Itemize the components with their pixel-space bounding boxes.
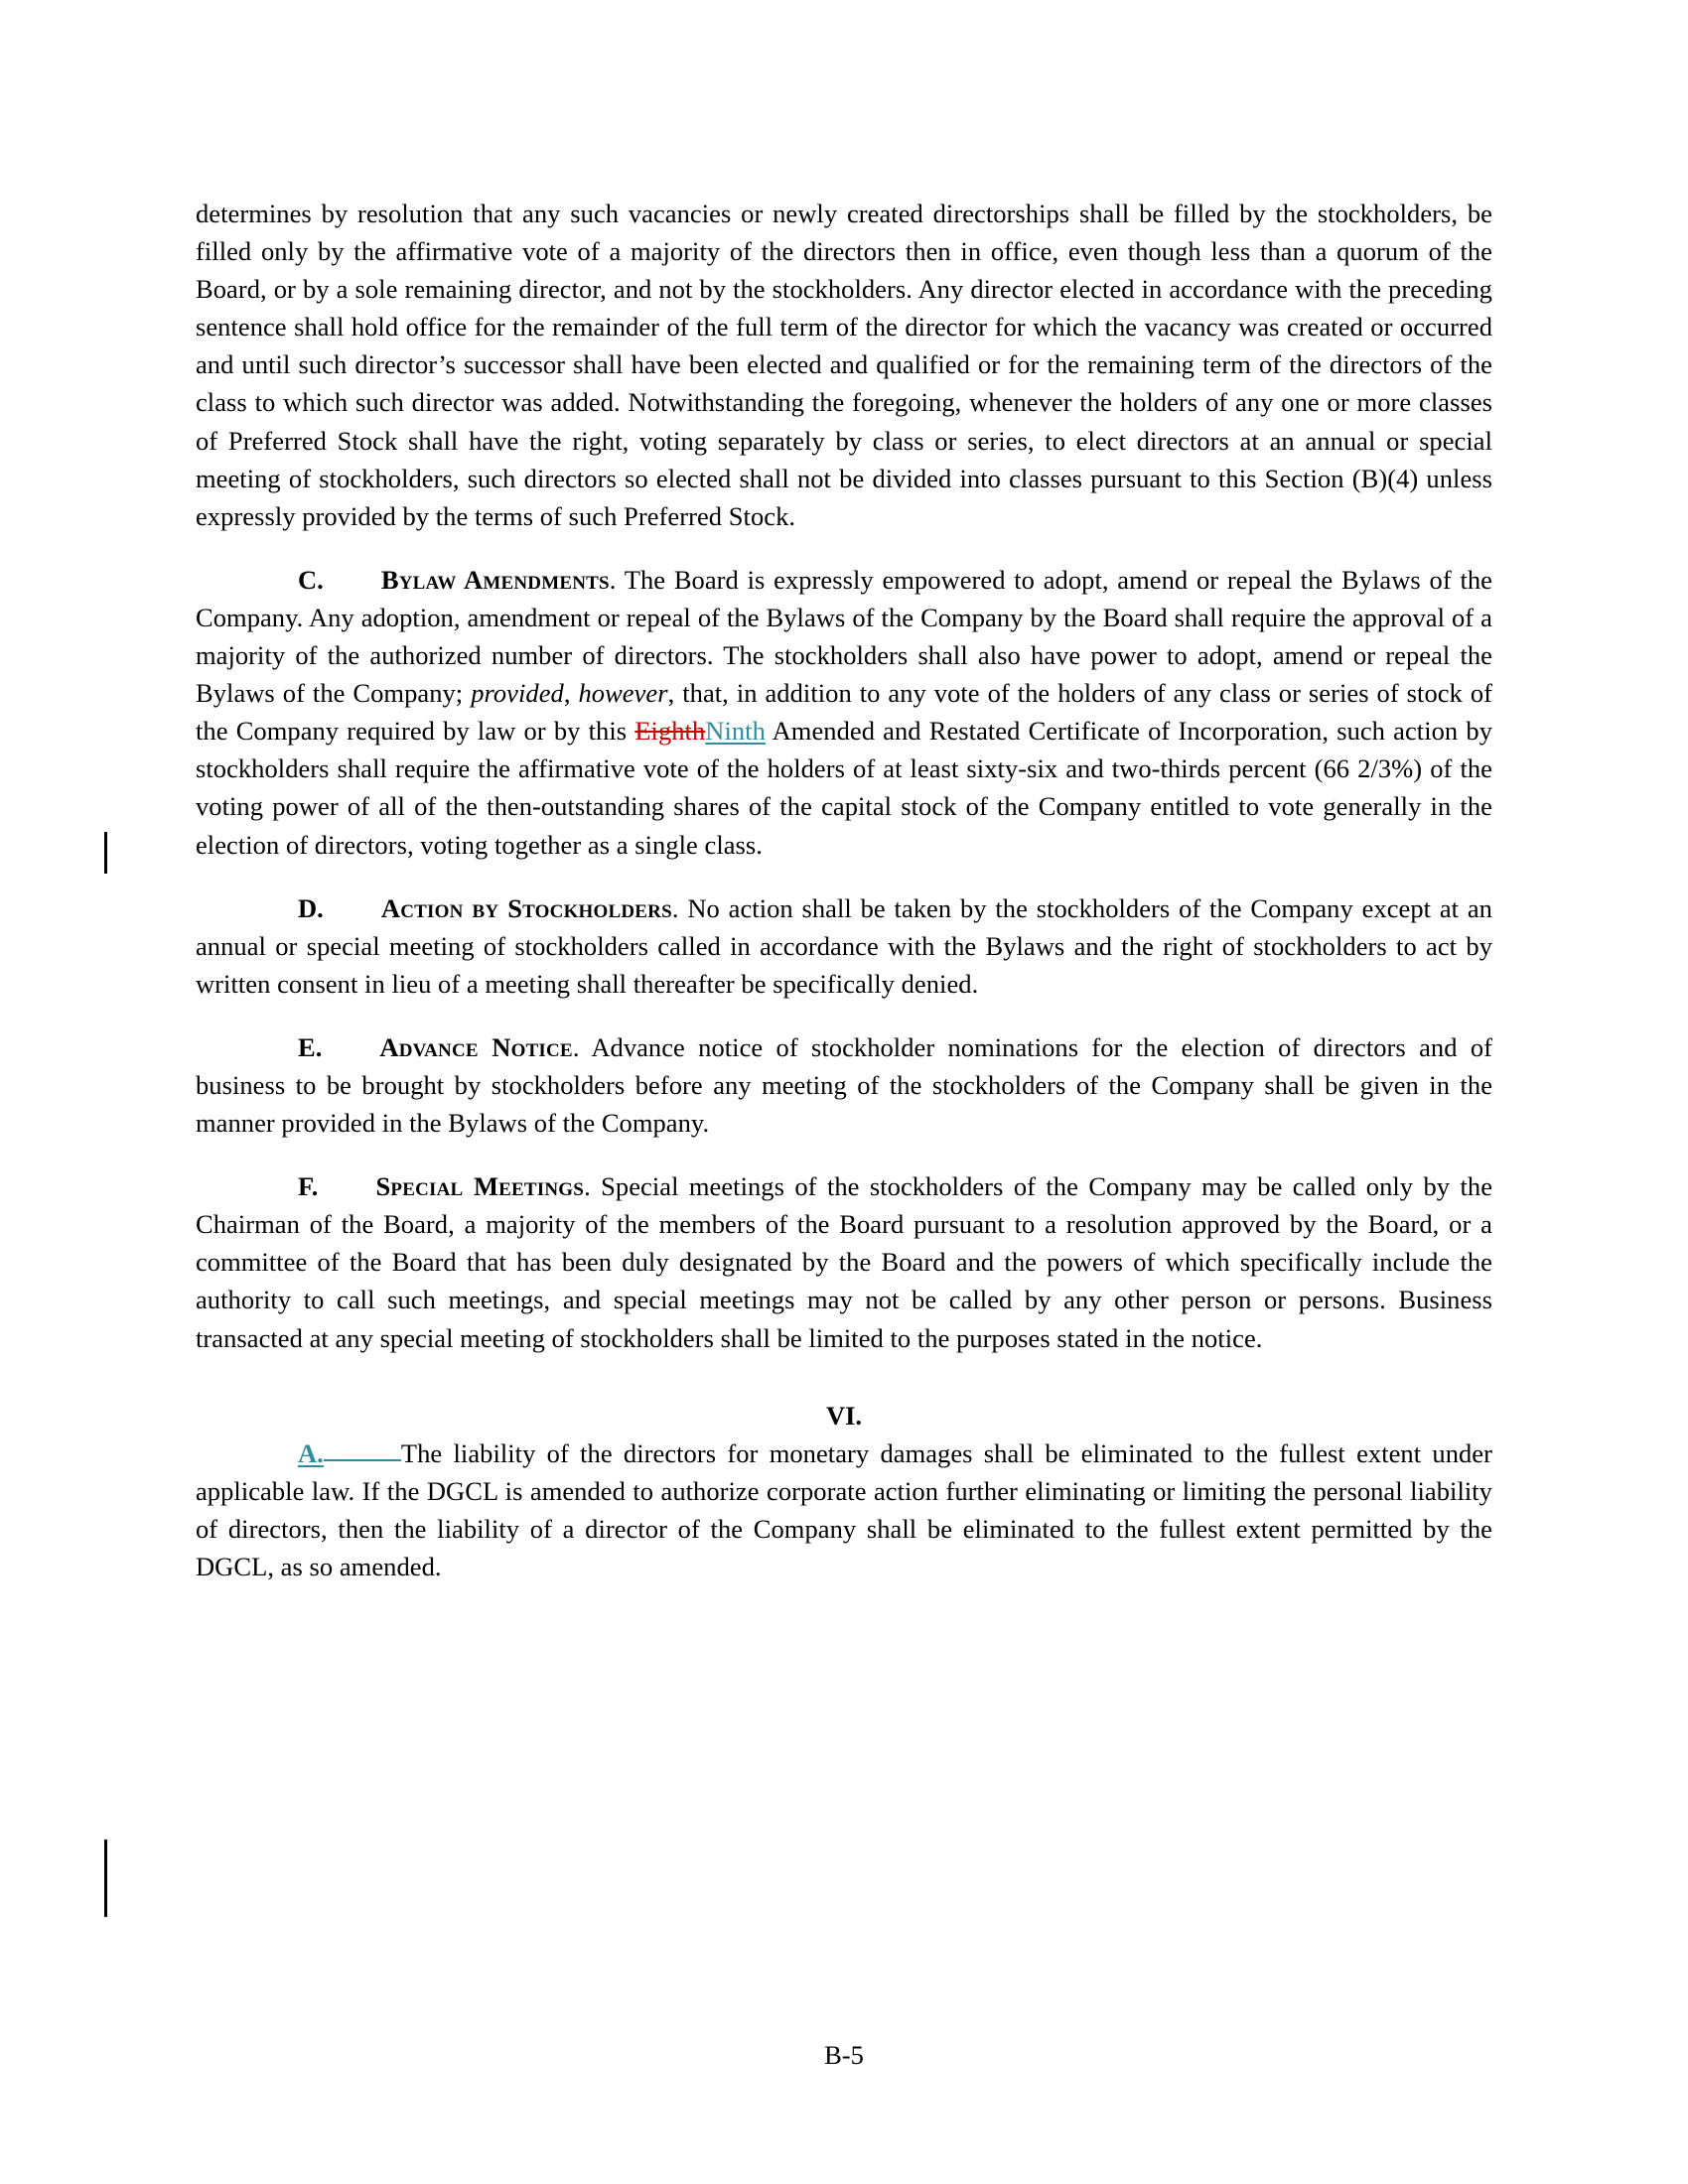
section-heading: Bylaw Amendments <box>380 564 610 595</box>
section-d <box>196 889 1492 1003</box>
section-letter: D. <box>298 892 324 923</box>
section-c <box>196 561 1492 864</box>
paragraph-continued <box>196 195 1492 535</box>
document-body <box>196 195 1492 1585</box>
section-text: . Special meetings of the stockholders of the Company may be called only by the Chairman of the Board, a majority of the members of the Board pursuant to a resolution approved by the Board, or a committee of the Board that has been duly designated by the Board and the powers of which specifically include the authority to call such meetings, and special meetings may not be called by any other person or persons. Business transacted at any special meeting of stockholders shall be limited to the purposes stated in the notice. <box>196 1171 1493 1353</box>
revision-change-bar <box>104 832 107 874</box>
section-letter: E. <box>298 1031 323 1062</box>
inserted-subsection-letter: A. <box>298 1437 324 1468</box>
section-letter: F. <box>298 1171 319 1202</box>
italic-provided: provided <box>471 678 564 709</box>
paragraph-text: determines by resolution that any such vacancies or newly created directorships shall be filled by the stockholders, be filled only by the affirmative vote of a majority of the directors then in office, even though less than a quorum of the Board, or by a sole remaining director, and not by the stockholders. Any director elected in accordance with the preceding sentence shall hold office for the remainder of the full term of the director for which the vacancy was created or occurred and until such director’s successor shall have been elected and qualified or for the remaining term of the directors of the class to which such director was added. Notwithstanding the foregoing, whenever the holders of any one or more classes of Preferred Stock shall have the right, voting separately by class or series, to elect directors at an annual or special meeting of stockholders, such directors so elected shall not be divided into classes pursuant to this Section (B)(4) unless expressly provided by the terms of such Preferred Stock. <box>196 199 1492 531</box>
section-text: . Advance notice of stockholder nominations for the election of directors and of business to be brought by stockholders before any meeting of the stockholders of the Company shall be given in the manner provided in the Bylaws of the Company. <box>196 1031 1492 1139</box>
page-footer <box>0 2040 1688 2071</box>
section-letter: C. <box>298 564 324 595</box>
section-heading: Action by Stockholders <box>380 892 672 923</box>
inserted-tab-underline <box>324 1437 401 1461</box>
revision-change-bar <box>104 1840 107 1917</box>
section-text-4: Amended and Restated Certificate of Incorporation, such action by stockholders shall require the affirmative vote of the holders of at least sixty-six and two-thirds percent (66 2/3%) of the voting power of all of the then-outstanding shares of the capital stock of the Company entitled to vote generally in the election of directors, voting together as a single class. <box>196 716 1492 860</box>
section-text: . No action shall be taken by the stockholders of the Company except at an annual or special meeting of stockholders called in accordance with the Bylaws and the right of stockholders to act by written consent in lieu of a meeting shall thereafter be specifically denied. <box>196 892 1492 999</box>
article-vi-subsection-a <box>196 1434 1492 1585</box>
page-number: B-5 <box>824 2040 864 2070</box>
section-text-2: , <box>563 678 579 709</box>
inserted-text-ninth: Ninth <box>705 716 766 747</box>
section-heading: Advance Notice <box>379 1031 573 1062</box>
section-text-3: , that, in addition to any vote of the holders of any class or series of stock of the Company required by law or by this <box>196 678 1492 747</box>
italic-however: however <box>578 678 668 709</box>
section-text-1: . The Board is expressly empowered to adopt, amend or repeal the Bylaws of the Company. Any adoption, amendment or repeal of the Bylaws of the Company by the Board shall require the approval of a majority of the authorized number of directors. The stockholders shall also have power to adopt, amend or repeal the Bylaws of the Company; <box>196 564 1492 709</box>
section-e <box>196 1028 1492 1142</box>
article-number-heading: VI. <box>825 1400 863 1431</box>
article-vi-text: The liability of the directors for monetary damages shall be eliminated to the fullest extent under applicable law. If the DGCL is amended to authorize corporate action further eliminating or limiting the personal liability of directors, then the liability of a director of the Company shall be eliminated to the fullest extent permitted by the DGCL, as so amended. <box>196 1437 1492 1581</box>
deleted-text-eighth: Eighth <box>634 716 706 747</box>
section-heading: Special Meetings <box>375 1171 585 1202</box>
section-f <box>196 1167 1492 1356</box>
